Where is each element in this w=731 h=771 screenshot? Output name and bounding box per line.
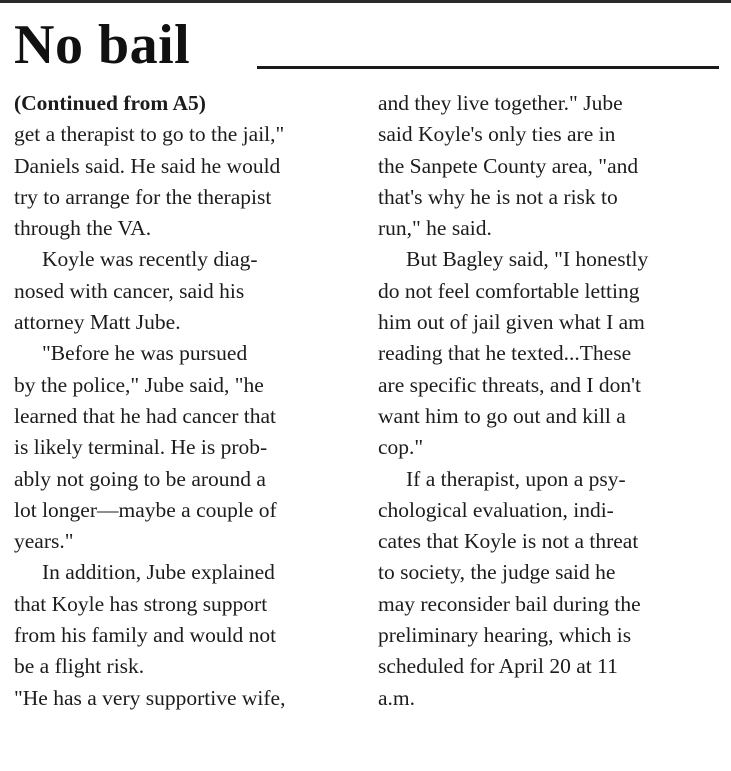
paragraph-diagnosis: Koyle was recently diag- nosed with cancer, said his attorney Matt Jube. <box>14 247 258 335</box>
left-column <box>14 88 350 714</box>
paragraph-bagley-quote: But Bagley said, "I honestly do not feel comfortable letting him out of jail given what I am reading that he texted...These are specific threats, and I don't want him to go out and kill a cop." <box>378 247 649 460</box>
article-header <box>14 12 719 78</box>
paragraph-reconsider-bail: If a therapist, upon a psy- chological evaluation, indi- cates that Koyle is not a threat to society, the judge said he may reconsider bail during the preliminary hearing, which is scheduled for April 20 at 11 a.m. <box>378 466 641 710</box>
continued-from-label: (Continued from A5) <box>14 91 206 115</box>
top-border-rule <box>0 0 731 3</box>
paragraph-pursued-quote: "Before he was pursued by the police," Jube said, "he learned that he had cancer that is likely terminal. He is prob- ably not going to be around a lot longer—maybe a couple of years." <box>14 341 277 554</box>
headline-rule <box>257 66 719 69</box>
paragraph-live-together: and they live together." Jube said Koyle's only ties are in the Sanpete County area, "and that's why he is not a risk to run," he said. <box>378 91 639 241</box>
column-gutter <box>361 90 362 750</box>
headline: No bail <box>14 14 191 76</box>
paragraph-supportive-wife: "He has a very supportive wife, <box>14 685 286 710</box>
right-column <box>378 88 716 714</box>
paragraph-family-support: In addition, Jube explained that Koyle has strong support from his family and would not be a flight risk. <box>14 560 277 679</box>
paragraph-therapist: get a therapist to go to the jail," Daniels said. He said he would try to arrange for the therapist through the VA. <box>14 122 285 241</box>
